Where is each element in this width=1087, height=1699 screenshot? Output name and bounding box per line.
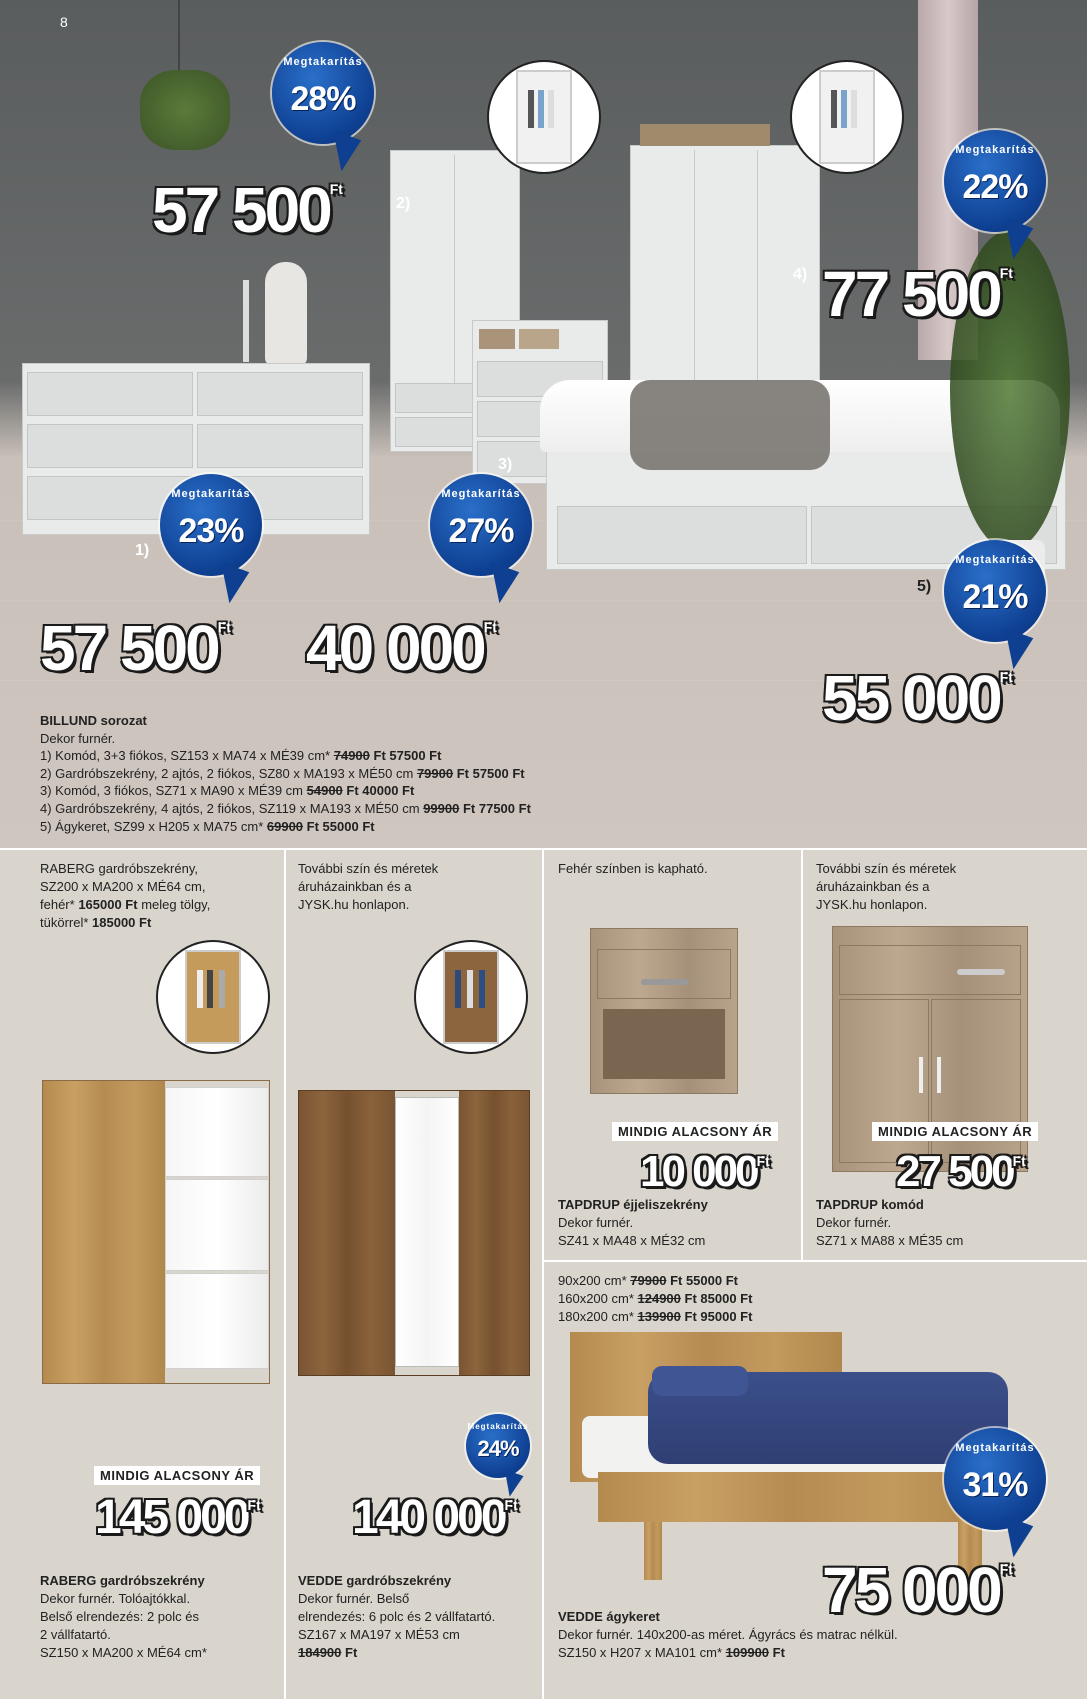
discount-badge-4 — [944, 130, 1046, 232]
tapdrup-comod-note: További szín és méretek áruházainkban és a JYSK.hu honlapon. — [816, 861, 957, 912]
divider — [544, 1260, 1087, 1262]
tapdrup-night-price: 10 $000^{Ft}$ — [640, 1147, 770, 1196]
price-4: 77 $500^{Ft}$ — [822, 258, 1013, 330]
tapdrup-night-description: TAPDRUP éjjeliszekrény Dekor furnér. SZ41 x MA48 x MÉ32 cm — [558, 1197, 708, 1248]
badge-label: Megtakarítás — [171, 488, 251, 500]
candle — [243, 280, 249, 362]
discount-badge-3 — [430, 474, 532, 576]
price-1: 57 $500^{Ft}$ — [40, 612, 231, 684]
tapdrup-night-note: Fehér színben is kapható. — [558, 861, 708, 876]
product-name: TAPDRUP komód — [816, 1197, 924, 1212]
raberg-description: RABERG gardróbszekrény Dekor furnér. Tolóajtókkal. Belső elrendezés: 2 polc és 2 vállfatartó. SZ150 x MA200 x MÉ64 cm* — [40, 1572, 280, 1662]
raberg-interior-inset — [156, 940, 270, 1054]
price-2: 57 $500^{Ft}$ — [152, 174, 343, 246]
product-name: VEDDE ágykeret — [558, 1609, 660, 1624]
vedde-wardrobe-interior-inset — [414, 940, 528, 1054]
blanket — [630, 380, 830, 470]
billund-description — [40, 712, 531, 835]
product-name: RABERG gardróbszekrény — [40, 1573, 205, 1588]
item-number-4: 4) — [793, 266, 808, 283]
discount-badge-2 — [272, 42, 374, 144]
item-number-5: 5) — [917, 578, 932, 595]
divider — [801, 850, 803, 1260]
item-number-1: 1) — [135, 542, 150, 559]
vedde-bed-discount-badge: Megtakarítás 31% — [944, 1428, 1046, 1530]
discount-badge-5 — [944, 540, 1046, 642]
vedde-wardrobe-discount-badge: Megtakarítás 24% — [466, 1414, 530, 1478]
raberg-note: RABERG gardróbszekrény, SZ200 x MA200 x MÉ64 cm, fehér* 165000 Ft meleg tölgy, tükörrel* 185000 Ft — [40, 861, 211, 930]
badge-label: Megtakarítás — [441, 488, 521, 500]
divider — [284, 850, 286, 1699]
vase — [265, 262, 307, 366]
discount-percent: 23% — [178, 512, 244, 550]
discount-badge-1 — [160, 474, 262, 576]
low-price-tag: MINDIG ALACSONY ÁR — [94, 1466, 260, 1485]
wardrobe-interior-inset-4 — [790, 60, 904, 174]
series-subtitle: Dekor furnér. — [40, 730, 116, 746]
tapdrup-nightstand-image — [590, 928, 738, 1094]
vedde-wardrobe-price: 140 $000^{Ft}$ — [352, 1491, 518, 1544]
discount-percent: 28% — [290, 80, 356, 118]
billund-wardrobe-4 — [630, 145, 820, 395]
product-name: VEDDE gardróbszekrény — [298, 1573, 452, 1588]
discount-percent: 22% — [962, 168, 1028, 206]
discount-percent: 27% — [448, 512, 514, 550]
vedde-wardrobe-note: További szín és méretek áruházainkban és a JYSK.hu honlapon. — [298, 861, 439, 912]
spec-line-3: 3) Komód, 3 fiókos, SZ71 x MA90 x MÉ39 cm 54900 Ft 40000 Ft — [40, 783, 415, 799]
storage-boxes — [640, 124, 770, 146]
plant-hanger — [178, 0, 180, 80]
spec-line-1: 1) Komód, 3+3 fiókos, SZ153 x MA74 x MÉ39 cm* 74900 Ft 57500 Ft — [40, 748, 442, 764]
raberg-wardrobe-image — [42, 1080, 270, 1384]
vedde-wardrobe-description: VEDDE gardróbszekrény Dekor furnér. Belső elrendezés: 6 polc és 2 vállfatartó. SZ167 x MA197 x MÉ53 cm 184900 Ft — [298, 1572, 538, 1662]
low-price-tag: MINDIG ALACSONY ÁR — [872, 1122, 1038, 1141]
price-3: 40 $000^{Ft}$ — [306, 612, 497, 684]
vedde-bed-sizes: 90x200 cm* 79900 Ft 55000 Ft 160x200 cm* 124900 Ft 85000 Ft 180x200 cm* 139900 Ft 95000 Ft — [558, 1273, 753, 1324]
series-title: BILLUND sorozat — [40, 713, 147, 728]
vedde-bed-price: 75 $000^{Ft}$ — [822, 1554, 1013, 1626]
price-5: 55 $000^{Ft}$ — [822, 662, 1013, 734]
low-price-tag: MINDIG ALACSONY ÁR — [612, 1122, 778, 1141]
badge-label: Megtakarítás — [283, 56, 363, 68]
raberg-price: 145 $000^{Ft}$ — [95, 1491, 261, 1544]
hanging-plant — [140, 70, 230, 150]
vedde-wardrobe-image — [298, 1090, 530, 1376]
spec-line-4: 4) Gardróbszekrény, 4 ajtós, 2 fiókos, SZ119 x MA193 x MÉ50 cm 99900 Ft 77500 Ft — [40, 800, 531, 816]
badge-label: Megtakarítás — [955, 144, 1035, 156]
hero-photo — [0, 0, 1087, 848]
floor-line — [0, 600, 1087, 601]
item-number-3: 3) — [498, 456, 513, 473]
page-number: 8 — [60, 14, 68, 30]
tapdrup-comod-price: 27 $500^{Ft}$ — [896, 1147, 1026, 1196]
badge-label: Megtakarítás — [955, 554, 1035, 566]
divider — [542, 850, 544, 1699]
item-number-2: 2) — [396, 195, 411, 212]
product-name: TAPDRUP éjjeliszekrény — [558, 1197, 708, 1212]
discount-percent: 21% — [962, 578, 1028, 616]
vedde-bed-description: VEDDE ágykeret Dekor furnér. 140x200-as méret. Ágyrács és matrac nélkül. SZ150 x H207 x MA101 cm* 109900 Ft — [558, 1609, 898, 1660]
spec-line-2: 2) Gardróbszekrény, 2 ajtós, 2 fiókos, SZ80 x MA193 x MÉ50 cm 79900 Ft 57500 Ft — [40, 765, 525, 781]
spec-line-5: 5) Ágykeret, SZ99 x H205 x MA75 cm* 69900 Ft 55000 Ft — [40, 818, 375, 834]
tapdrup-comod-description: TAPDRUP komód Dekor furnér. SZ71 x MA88 x MÉ35 cm — [816, 1197, 964, 1248]
wardrobe-interior-inset-2 — [487, 60, 601, 174]
